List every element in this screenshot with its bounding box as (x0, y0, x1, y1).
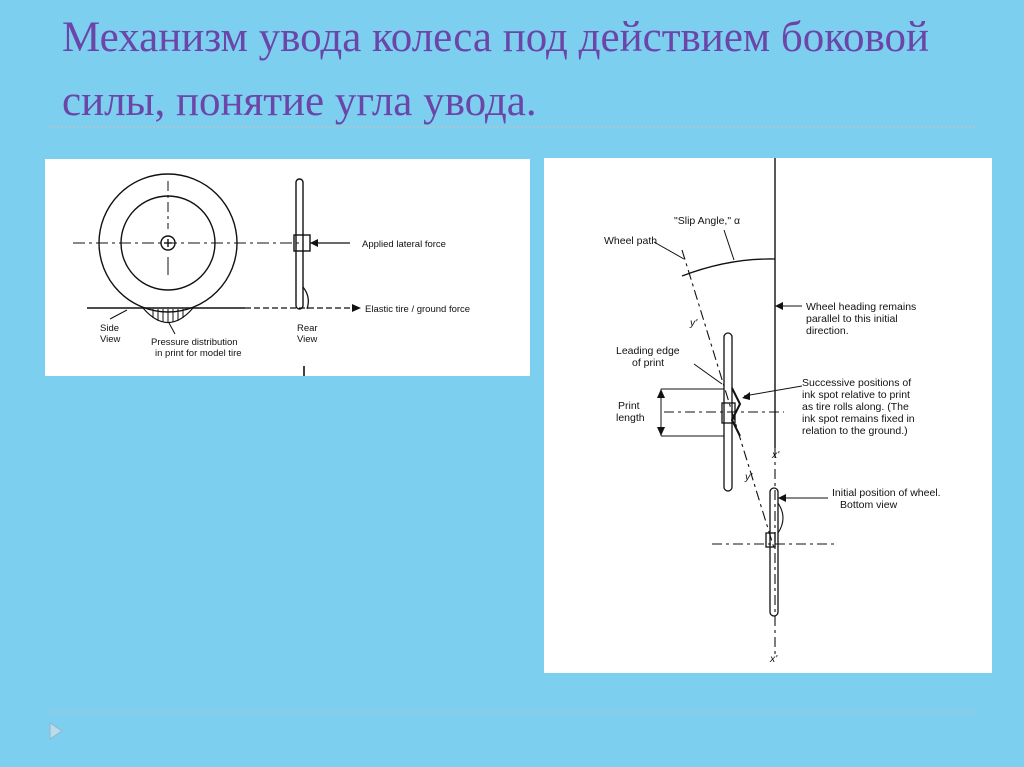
rear-view-tire (296, 179, 303, 309)
axis-y-top-label: y' (690, 317, 698, 329)
leading-edge-label-1: Leading edge (616, 345, 680, 357)
successive-label-2: ink spot relative to print (802, 389, 910, 401)
print-length-label-1: Print (618, 400, 640, 412)
slide-title: Механизм увода колеса под действием боковой силы, понятие угла увода. (62, 14, 929, 125)
axis-x-top-label: x' (772, 449, 780, 461)
heading-label-2: parallel to this initial (806, 313, 898, 325)
elastic-force-label: Elastic tire / ground force (365, 304, 471, 315)
applied-lateral-force-label: Applied lateral force (362, 239, 446, 250)
triangle-right-icon[interactable] (44, 720, 66, 742)
rear-view-label-1: Rear (297, 323, 318, 334)
initial-position-label-2: Bottom view (840, 499, 898, 511)
initial-position-label-1: Initial position of wheel. (832, 487, 941, 499)
tire-side-rear-view-figure (45, 159, 530, 376)
axis-y-bottom-label: y' (745, 471, 753, 483)
side-view-label-1: Side (100, 323, 120, 334)
axis-x-bottom-label: x' (770, 653, 778, 665)
successive-label-4: ink spot remains fixed in (802, 413, 915, 425)
successive-label-5: relation to the ground.) (802, 425, 908, 437)
successive-label-3: as tire rolls along. (The (802, 401, 909, 413)
title-divider (50, 126, 975, 128)
heading-label-3: direction. (806, 325, 849, 337)
pressure-label-2: in print for model tire (155, 348, 242, 359)
lateral-force-arrowhead (310, 239, 318, 247)
wheel-path-label: Wheel path (604, 235, 658, 247)
pressure-label-1: Pressure distribution (151, 337, 238, 348)
print-length-label-2: length (616, 412, 645, 424)
slip-angle-bottom-view-figure (544, 158, 992, 673)
rear-view-label-2: View (297, 334, 318, 345)
heading-label-1: Wheel heading remains (806, 301, 917, 313)
footer-divider (50, 711, 975, 713)
slip-angle-label: "Slip Angle," α (674, 215, 741, 227)
elastic-force-arrowhead (352, 304, 361, 312)
side-view-label-2: View (100, 334, 121, 345)
successive-label-1: Successive positions of (802, 377, 912, 389)
leading-edge-label-2: of print (632, 357, 665, 369)
initial-wheel-bottom-view (770, 488, 778, 616)
